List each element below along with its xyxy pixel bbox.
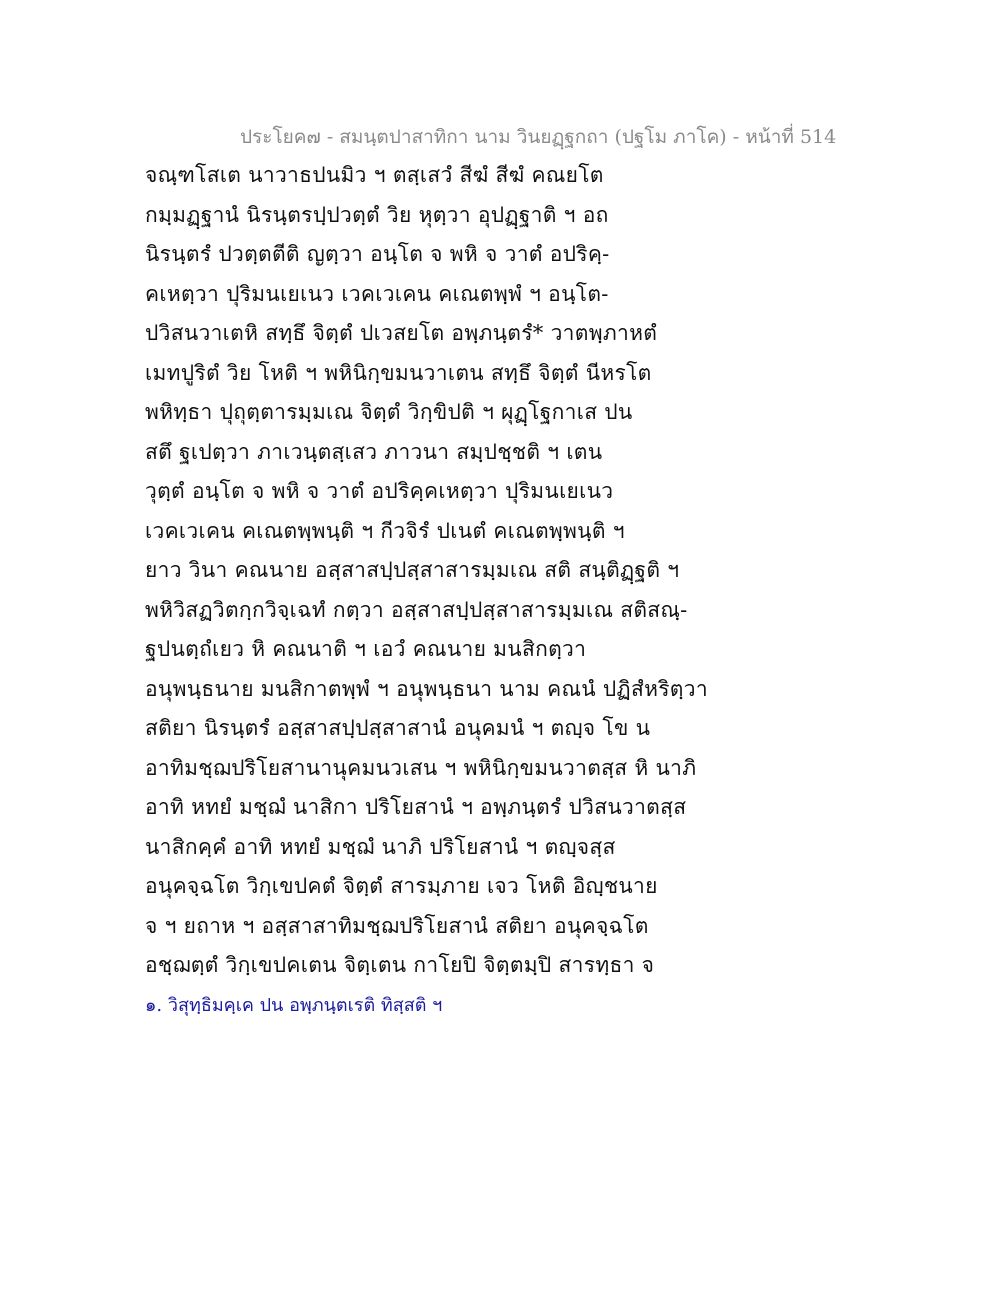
text-line: ยาว วินา คณนาย อสฺสาสปฺปสฺสาสารมฺมเณ สติ สนฺติฏฺฐติ ฯ — [145, 558, 680, 582]
text-line: นิรนฺตรํ ปวตฺตตีติ ญตฺวา อนฺโต จ พหิ จ วาตํ อปริคฺ- — [145, 242, 610, 266]
text-line: อนุคจฺฉโต วิกฺเขปคตํ จิตฺตํ สารมฺภาย เจว โหติ อิญฺชนาย — [145, 874, 658, 898]
text-line: จณฺฑโสเต นาวาธปนมิว ฯ ตสฺเสวํ สีฆํ สีฆํ คณยโต — [145, 163, 604, 187]
text-line: สตึ ฐเปตฺวา ภาเวนฺตสฺเสว ภาวนา สมฺปชฺชติ ฯ เตน — [145, 439, 603, 464]
main-text-block — [145, 156, 865, 986]
text-line: นาสิกคฺคํ อาทิ หทยํ มชฺฌํ นาภิ ปริโยสานํ ฯ ตญฺจสฺส — [145, 834, 616, 859]
text-line: อาทิมชฺฌปริโยสานานุคมนวเสน ฯ พหินิกฺขมนวาตสฺส หิ นาภิ — [145, 755, 697, 780]
text-line: อนุพนฺธนาย มนสิกาตพฺพํ ฯ อนุพนฺธนา นาม คณนํ ปฏิสํหริตฺวา — [145, 676, 708, 701]
text-line: กมฺมฏฺฐานํ นิรนฺตรปฺปวตฺตํ วิย หุตฺวา อุปฏฺฐาติ ฯ อถ — [145, 202, 609, 227]
text-line: จ ฯ ยถาห ฯ อสฺสาสาทิมชฺฌปริโยสานํ สติยา อนุคจฺฉโต — [145, 913, 649, 938]
text-line: พหิวิสฏวิตกฺกวิจฺเฉทํ กตฺวา อสฺสาสปฺปสฺสาสารมฺมเณ สติสณฺ- — [145, 597, 688, 622]
text-line: พหิทฺธา ปุถุตฺตารมฺมเณ จิตฺตํ วิกฺขิปติ ฯ ผุฏฺโฐกาเส ปน — [145, 400, 633, 424]
text-line: เวคเวเคน คเณตพฺพนฺติ ฯ กีวจิรํ ปเนตํ คเณตพฺพนฺติ ฯ — [145, 518, 625, 543]
running-header: ประโยค๗ - สมนฺตปาสาทิกา นาม วินยฏฺฐกถา (ปฐโม ภาโค) - หน้าที่ 514 — [240, 126, 837, 148]
text-line: ปวิสนวาเตหิ สทฺธึ จิตฺตํ ปเวสยโต อพฺภนฺตรํ* วาตพฺภาหตํ — [145, 321, 658, 345]
text-line: เมทปูริตํ วิย โหติ ฯ พหินิกฺขมนวาเตน สทฺธึ จิตฺตํ นีหรโต — [145, 360, 652, 385]
text-line: สติยา นิรนฺตรํ อสฺสาสปฺปสฺสาสานํ อนุคมนํ ฯ ตญฺจ โข น — [145, 716, 651, 740]
text-line: ฐปนตฺถํเยว หิ คณนาติ ฯ เอวํ คณนาย มนสิกตฺวา — [145, 637, 587, 661]
text-line: วุตฺตํ อนฺโต จ พหิ จ วาตํ อปริคฺคเหตฺวา ปุริมนเยเนว — [145, 479, 614, 503]
text-line: อชฺฌตฺตํ วิกฺเขปคเตน จิตฺเตน กาโยปิ จิตฺตมฺปิ สารทฺธา จ — [145, 953, 655, 977]
footnote: ๑. วิสุทฺธิมคฺเค ปน อพฺภนฺตเรติ ทิสฺสติ ฯ — [145, 995, 443, 1016]
text-line: คเหตฺวา ปุริมนเยเนว เวคเวเคน คเณตพฺพํ ฯ อนฺโต- — [145, 281, 609, 306]
text-line: อาทิ หทยํ มชฺฌํ นาสิกา ปริโยสานํ ฯ อพฺภนฺตรํ ปวิสนวาตสฺส — [145, 795, 687, 819]
